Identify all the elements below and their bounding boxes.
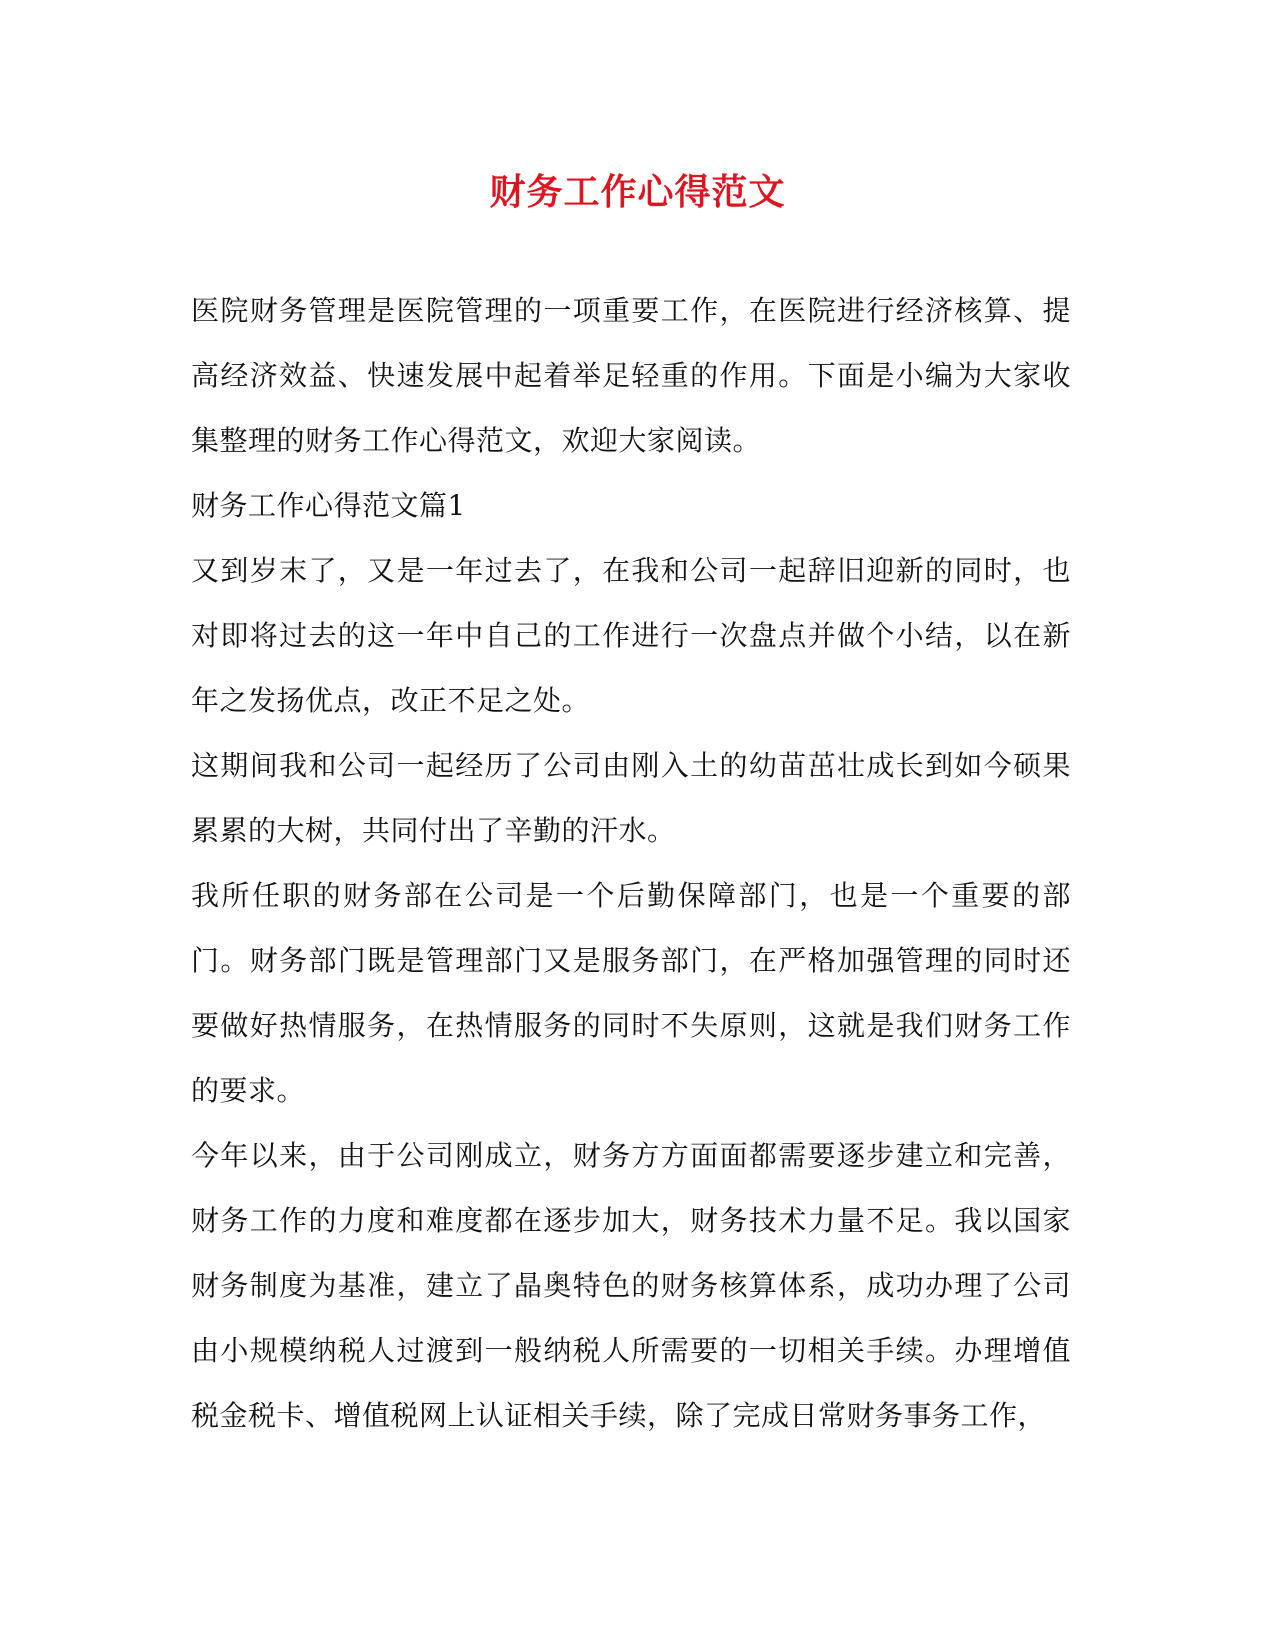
paragraph: 今年以来，由于公司刚成立，财务方方面面都需要逐步建立和完善，财务工作的力度和难度都在逐步加大，财务技术力量不足。我以国家财务制度为基准，建立了晶奥特色的财务核算体系，成功办理了公司由小规模纳税人过渡到一般纳税人所需要的一切相关手续。办理增值税金税卡、增值税网上认证相关手续，除了完成日常财务事务工作， [191,1139,1071,1432]
document-title: 财务工作心得范文 [489,171,786,213]
section-heading: 财务工作心得范文篇1 [191,489,466,522]
paragraph-intro: 医院财务管理是医院管理的一项重要工作，在医院进行经济核算、提高经济效益、快速发展中起着举足轻重的作用。下面是小编为大家收集整理的财务工作心得范文，欢迎大家阅读。 [191,294,1071,457]
paragraph: 又到岁末了，又是一年过去了，在我和公司一起辞旧迎新的同时，也对即将过去的这一年中自己的工作进行一次盘点并做个小结，以在新年之发扬优点，改正不足之处。 [191,554,1071,717]
document-body [191,278,1071,1448]
paragraph: 这期间我和公司一起经历了公司由刚入土的幼苗茁壮成长到如今硕果累累的大树，共同付出了辛勤的汗水。 [191,749,1071,847]
paragraph: 我所任职的财务部在公司是一个后勤保障部门，也是一个重要的部门。财务部门既是管理部门又是服务部门，在严格加强管理的同时还要做好热情服务，在热情服务的同时不失原则，这就是我们财务工作的要求。 [191,879,1071,1107]
